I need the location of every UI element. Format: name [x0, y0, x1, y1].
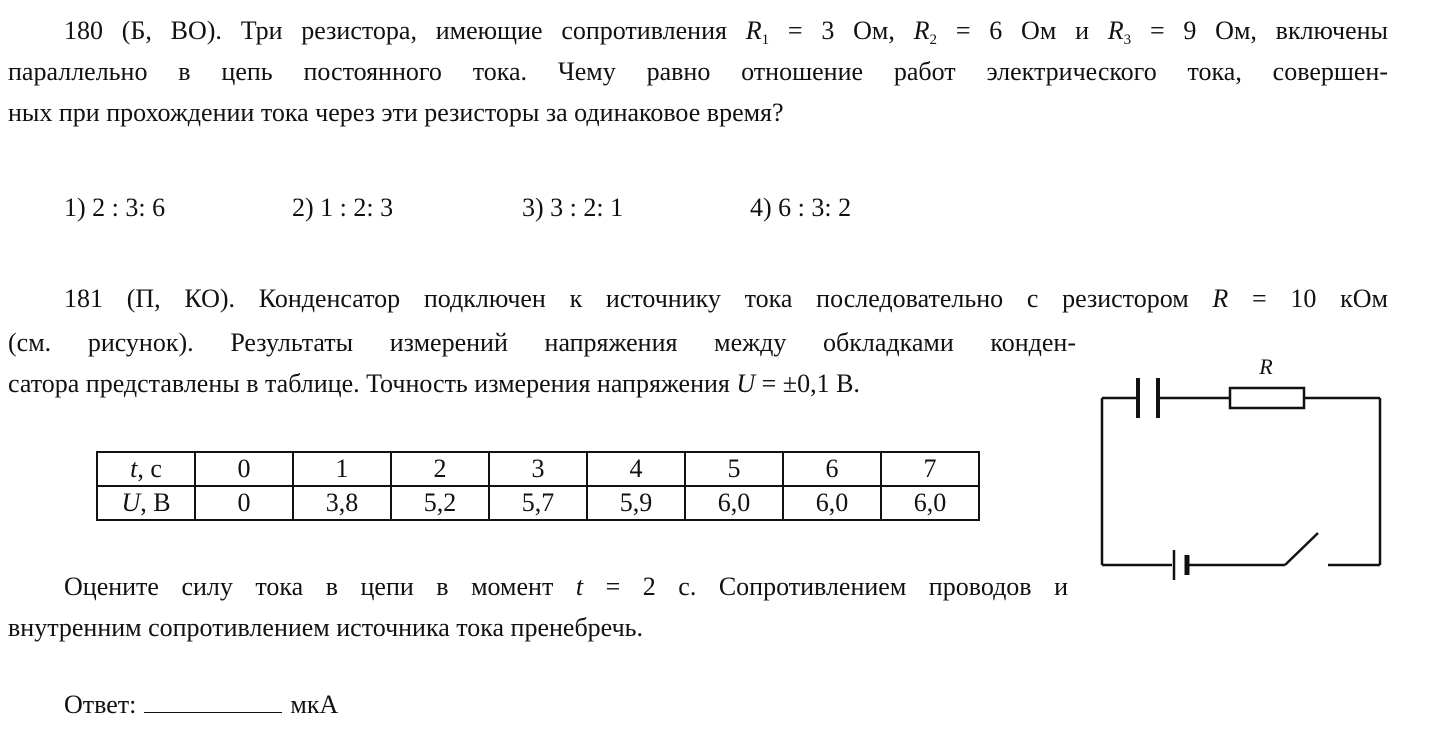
question-line-1b: = 2 с. Сопротивлением проводов и	[605, 572, 1068, 601]
question-line-1a: Оцените силу тока в цепи в момент	[64, 572, 554, 601]
table-header-voltage	[97, 486, 195, 520]
question-line-1	[8, 566, 1068, 607]
table-cell: 0	[195, 452, 293, 486]
table-cell: 2	[391, 452, 489, 486]
t-unit: , с	[137, 454, 162, 483]
table-cell: 5,9	[587, 486, 685, 520]
r1-subscript: 1	[761, 32, 770, 48]
table-row-time	[97, 452, 979, 486]
u-symbol: U	[736, 369, 756, 398]
u-unit: , В	[140, 488, 171, 517]
table-cell: 6,0	[783, 486, 881, 520]
table-cell: 0	[195, 486, 293, 520]
problem-180-text	[8, 10, 1388, 133]
option-2: 2) 1 : 2: 3	[292, 193, 394, 222]
table-cell: 5	[685, 452, 783, 486]
table-cell: 3	[489, 452, 587, 486]
table-cell: 5,7	[489, 486, 587, 520]
circuit-diagram	[1090, 350, 1390, 590]
problem-180-number: 180 (Б, ВО).	[64, 16, 222, 45]
table-cell: 3,8	[293, 486, 391, 520]
answer-unit: мкА	[290, 690, 339, 719]
r3-value: = 9 Ом, включены	[1149, 16, 1388, 45]
resistor	[1230, 388, 1304, 408]
option-4: 4) 6 : 3: 2	[750, 193, 852, 222]
answer-label: Ответ:	[64, 690, 137, 719]
table-cell: 7	[881, 452, 979, 486]
t-question-symbol: t	[575, 572, 584, 601]
answer-line	[64, 688, 338, 720]
accuracy-value: = ±0,1 В.	[761, 369, 860, 398]
r2-symbol: R	[913, 16, 930, 45]
measurement-table	[96, 451, 980, 521]
t-symbol: t	[130, 454, 138, 483]
r3-subscript: 3	[1123, 32, 1132, 48]
answer-blank[interactable]	[144, 688, 282, 713]
table-row-voltage	[97, 486, 979, 520]
problem-180-line-1	[8, 10, 1388, 51]
table-cell: 6,0	[881, 486, 979, 520]
r-value: = 10 кОм	[1252, 284, 1389, 313]
problem-181-text	[8, 322, 1076, 404]
r-symbol: R	[1212, 284, 1229, 313]
u-table-symbol: U	[121, 488, 141, 517]
question-line-2: внутренним сопротивлением источника тока пренебречь.	[8, 613, 644, 642]
option-1: 1) 2 : 3: 6	[64, 193, 166, 222]
option-3: 3) 3 : 2: 1	[522, 193, 624, 222]
problem-181-number: 181 (П, КО).	[64, 284, 236, 313]
table-cell: 6,0	[685, 486, 783, 520]
r2-value: = 6 Ом и	[955, 16, 1089, 45]
problem-181-line-3	[8, 363, 1076, 404]
problem-181-line-2: (см. рисунок). Результаты измерений напряжения между обкладками конден-	[8, 328, 1076, 357]
problem-181-line-1	[8, 278, 1388, 319]
table-cell: 1	[293, 452, 391, 486]
problem-181-line-3a: сатора представлены в таблице. Точность измерения напряжения	[8, 369, 730, 398]
resistor-label: R	[1259, 354, 1273, 379]
r2-subscript: 2	[929, 32, 938, 48]
problem-181-intro: Конденсатор подключен к источнику тока последовательно с резистором	[258, 284, 1189, 313]
switch-lever	[1285, 533, 1318, 565]
table-cell: 4	[587, 452, 685, 486]
table-cell: 5,2	[391, 486, 489, 520]
table-header-time	[97, 452, 195, 486]
problem-180-line-3: ных при прохождении тока через эти резисторы за одинаковое время?	[8, 98, 784, 127]
r1-symbol: R	[745, 16, 762, 45]
r3-symbol: R	[1107, 16, 1124, 45]
r1-value: = 3 Ом,	[787, 16, 895, 45]
problem-181-question	[8, 566, 1068, 648]
problem-180-line-2: параллельно в цепь постоянного тока. Чему равно отношение работ электрического тока, совершен-	[8, 57, 1388, 86]
table-cell: 6	[783, 452, 881, 486]
problem-181-first-line	[8, 278, 1388, 319]
problem-180-options	[64, 193, 851, 223]
problem-180-intro: Три резистора, имеющие сопротивления	[240, 16, 727, 45]
